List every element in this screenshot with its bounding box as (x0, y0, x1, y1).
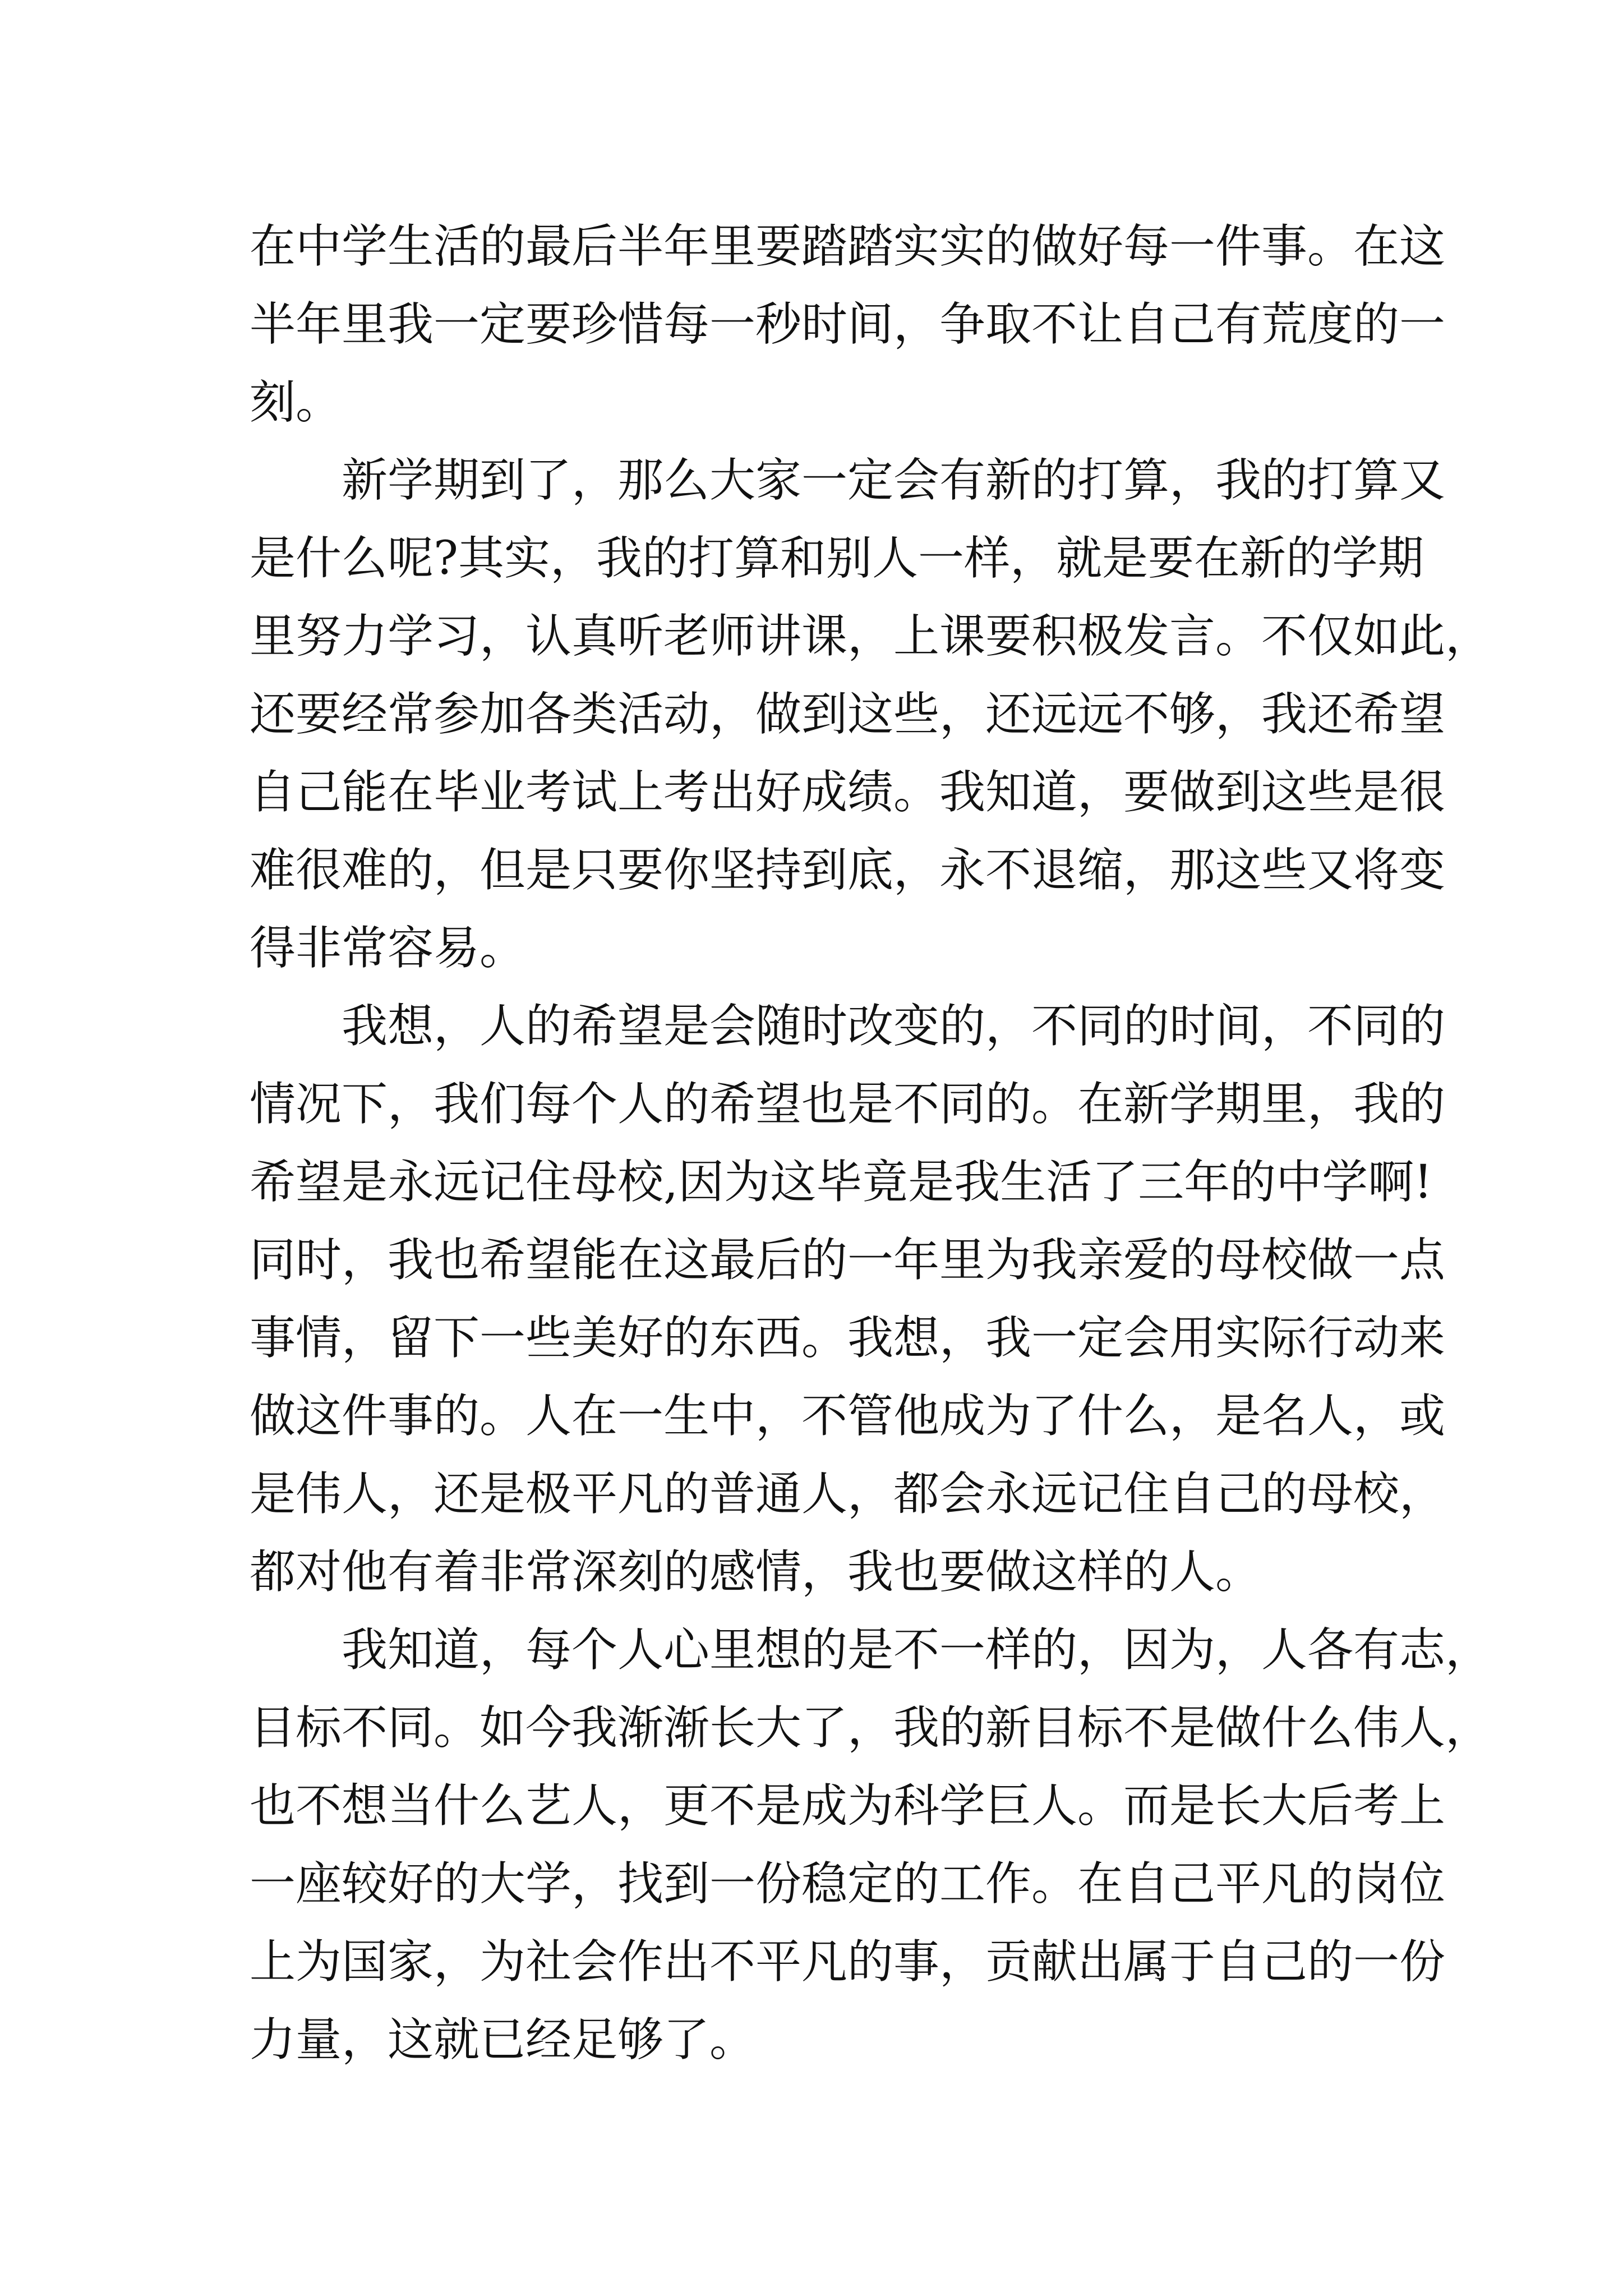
text-line: 上为国家，为社会作出不平凡的事，贡献出属于自己的一份 (250, 1935, 1446, 1989)
text-line: 是伟人，还是极平凡的普通人，都会永远记住自己的母校， (250, 1467, 1446, 1521)
text-line: 新学期到了，那么大家一定会有新的打算，我的打算又 (250, 454, 1446, 507)
text-line: 同时，我也希望能在这最后的一年里为我亲爱的母校做一点 (250, 1234, 1446, 1287)
text-line: 在中学生活的最后半年里要踏踏实实的做好每一件事。在这 (250, 220, 1446, 273)
text-line: 希望是永远记住母校,因为这毕竟是我生活了三年的中学啊! (250, 1156, 1433, 1209)
document-body (250, 208, 1492, 2079)
text-line: 半年里我一定要珍惜每一秒时间，争取不让自己有荒度的一 (250, 298, 1446, 351)
text-line: 事情，留下一些美好的东西。我想，我一定会用实际行动来 (250, 1312, 1446, 1365)
text-line: 难很难的，但是只要你坚持到底，永不退缩，那这些又将变 (250, 844, 1446, 897)
text-line: 是什么呢?其实，我的打算和别人一样，就是要在新的学期 (250, 532, 1424, 585)
text-line: 得非常容易。 (250, 922, 526, 975)
text-line: 还要经常参加各类活动，做到这些，还远远不够，我还希望 (250, 688, 1446, 741)
text-line: 都对他有着非常深刻的感情，我也要做这样的人。 (250, 1545, 1262, 1599)
text-line: 我想，人的希望是会随时改变的，不同的时间，不同的 (250, 1000, 1446, 1053)
text-line: 做这件事的。人在一生中，不管他成为了什么，是名人，或 (250, 1389, 1446, 1443)
text-line: 里努力学习，认真听老师讲课，上课要积极发言。不仅如此， (250, 610, 1492, 663)
text-line: 我知道，每个人心里想的是不一样的，因为，人各有志， (250, 1623, 1492, 1677)
text-line: 也不想当什么艺人，更不是成为科学巨人。而是长大后考上 (250, 1779, 1446, 1833)
text-line: 力量，这就已经足够了。 (250, 2013, 756, 2067)
text-line: 一座较好的大学，找到一份稳定的工作。在自己平凡的岗位 (250, 1857, 1446, 1911)
text-line: 自己能在毕业考试上考出好成绩。我知道，要做到这些是很 (250, 766, 1446, 819)
text-line: 刻。 (250, 376, 342, 429)
text-line: 目标不同。如今我渐渐长大了，我的新目标不是做什么伟人， (250, 1701, 1492, 1755)
text-line: 情况下，我们每个人的希望也是不同的。在新学期里，我的 (250, 1078, 1446, 1131)
